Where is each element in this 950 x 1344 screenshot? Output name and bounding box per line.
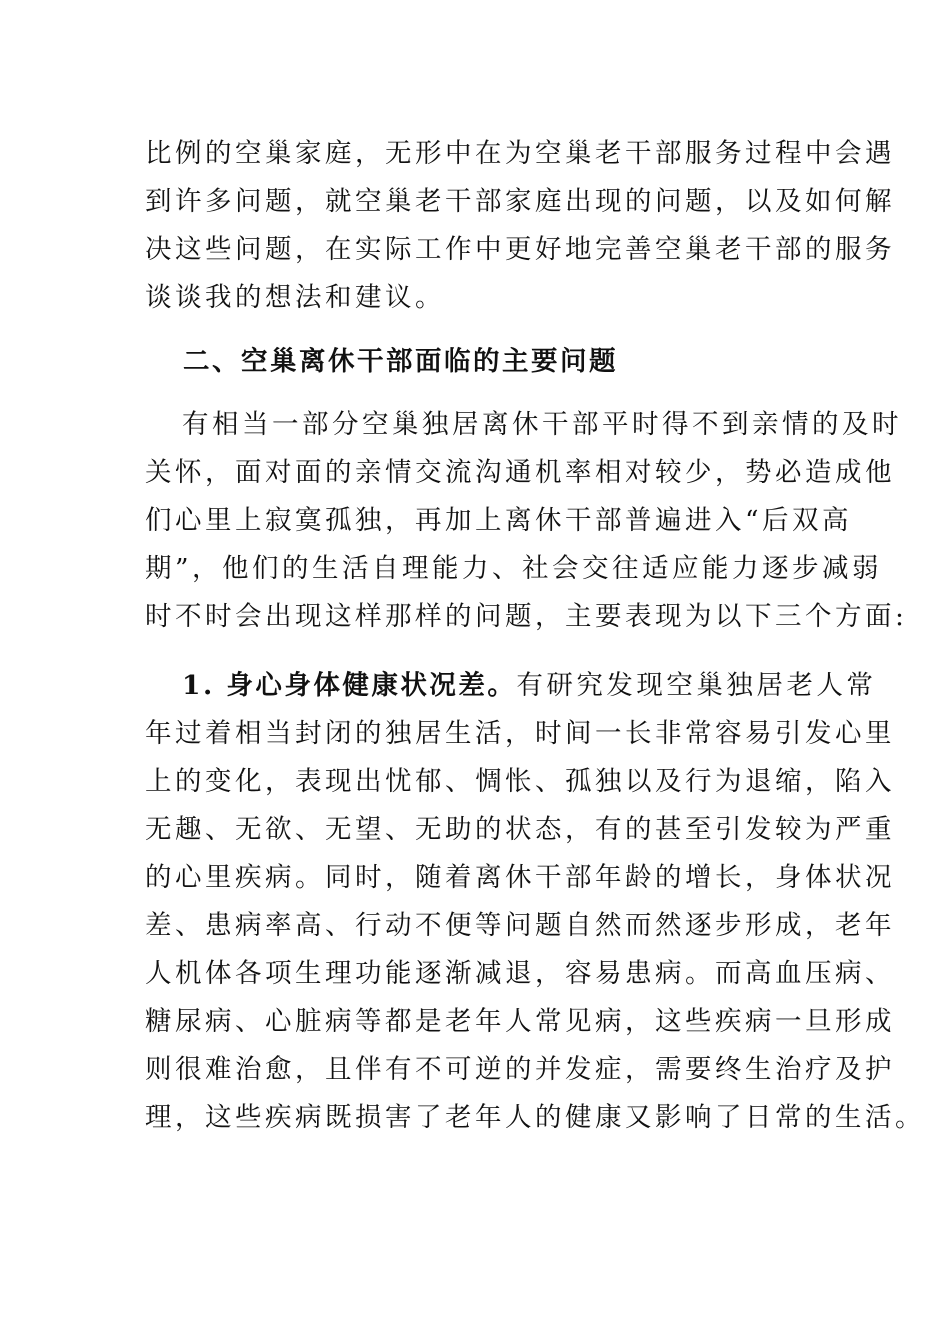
item1-first-line-rest: 有研究发现空巢独居老人常: [516, 670, 877, 701]
section-heading: 二、空巢离休干部面临的主要问题: [183, 346, 618, 377]
item1-bold-lead: 1. 身心身体健康状况差。: [182, 670, 517, 701]
item1-line-10: 理，这些疾病既损害了老年人的健康又影响了日常的生活。: [145, 1102, 925, 1133]
intro-line-2: 到许多问题，就空巢老干部家庭出现的问题，以及如何解: [145, 186, 895, 217]
intro-line-3: 决这些问题，在实际工作中更好地完善空巢老干部的服务: [145, 234, 895, 265]
item1-first-line: [182, 666, 877, 706]
section-line-3: 们心里上寂寞孤独，再加上离休干部普遍进入“后双高: [145, 505, 853, 536]
item1-line-4: 无趣、无欲、无望、无助的状态，有的甚至引发较为严重: [145, 814, 895, 845]
item1-line-7: 人机体各项生理功能逐渐减退，容易患病。而高血压病、: [145, 958, 895, 989]
section-line-1: 有相当一部分空巢独居离休干部平时得不到亲情的及时: [182, 409, 902, 440]
section-line-4: 期”，他们的生活自理能力、社会交往适应能力逐步减弱: [145, 553, 883, 584]
item1-line-3: 上的变化，表现出忧郁、惆怅、孤独以及行为退缩，陷入: [145, 766, 895, 797]
item1-line-5: 的心里疾病。同时，随着离休干部年龄的增长，身体状况: [145, 862, 895, 893]
intro-line-1: 比例的空巢家庭，无形中在为空巢老干部服务过程中会遇: [145, 138, 895, 169]
section-line-5: 时不时会出现这样那样的问题，主要表现为以下三个方面:: [145, 601, 908, 632]
item1-line-2: 年过着相当封闭的独居生活，时间一长非常容易引发心里: [145, 718, 895, 749]
intro-line-4: 谈谈我的想法和建议。: [145, 282, 445, 313]
section-line-2: 关怀，面对面的亲情交流沟通机率相对较少，势必造成他: [145, 457, 895, 488]
item1-line-6: 差、患病率高、行动不便等问题自然而然逐步形成，老年: [145, 910, 895, 941]
item1-line-9: 则很难治愈，且伴有不可逆的并发症，需要终生治疗及护: [145, 1054, 895, 1085]
item1-line-8: 糖尿病、心脏病等都是老年人常见病，这些疾病一旦形成: [145, 1006, 895, 1037]
